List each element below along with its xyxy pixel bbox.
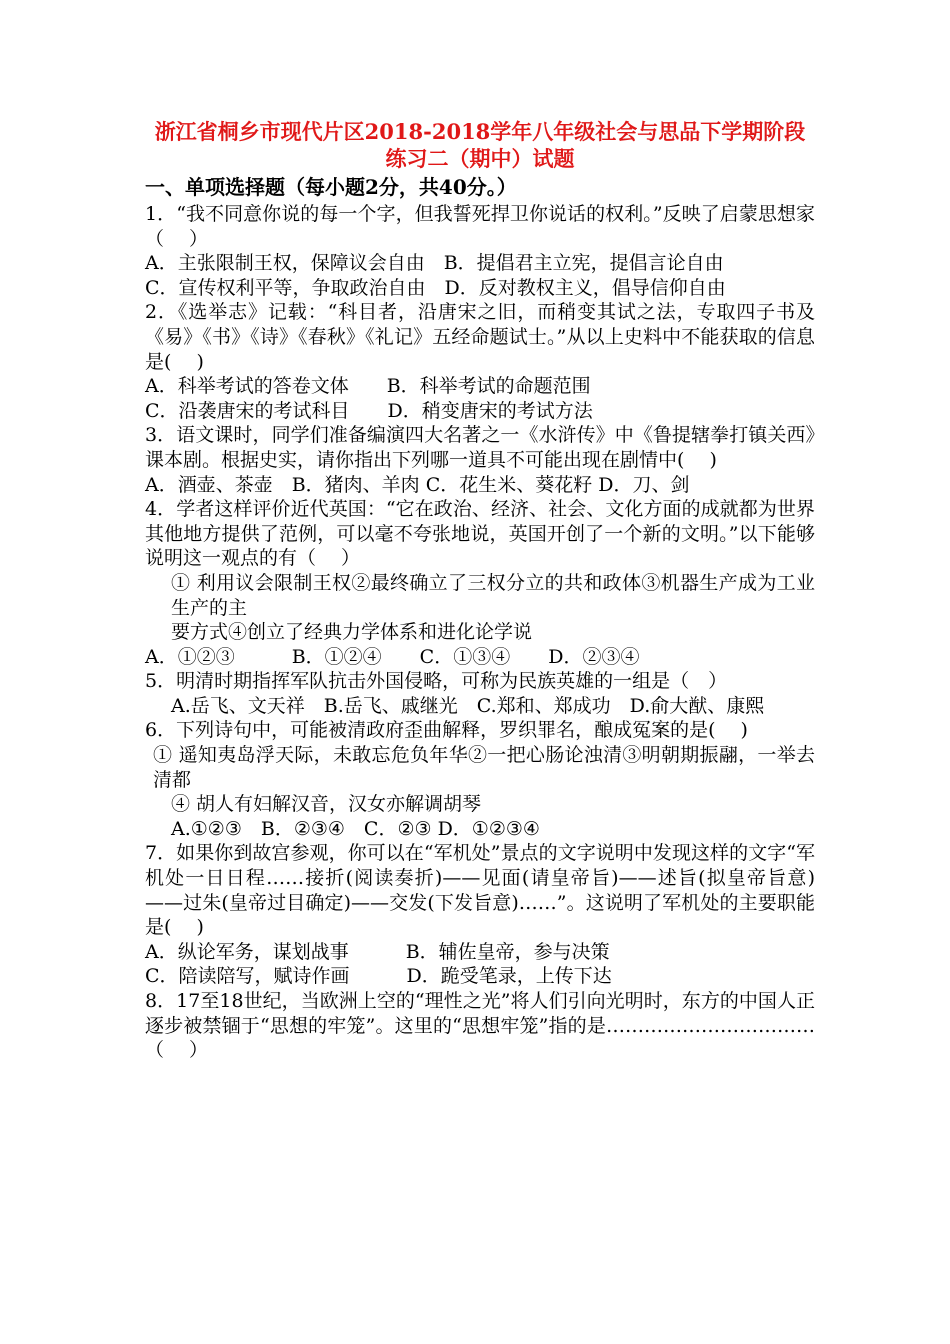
question-3-options: A．酒壶、茶壶 B．猪肉、羊肉 C．花生米、葵花籽 D．刀、剑 — [145, 473, 690, 496]
question-1-stem: 1．“我不同意你说的每一个字，但我誓死捍卫你说话的权利。”反映了启蒙思想家（ ） — [145, 203, 815, 250]
question-7-options-ab: A．纵论军务，谋划战事 B．辅佐皇帝，参与决策 — [145, 940, 610, 963]
question-8-stem: 8．17至18世纪，当欧洲上空的“理性之光”将人们引向光明时，东方的中国人正逐步被禁锢于“思想的牢笼”。这里的“思想牢笼”指的是……………………………（ ） — [145, 990, 815, 1062]
question-7-options-cd: C．陪读陪写，赋诗作画 D．跪受笔录，上传下达 — [145, 965, 612, 988]
question-1-options-cd: C．宣传权利平等，争取政治自由 D．反对教权主义，倡导信仰自由 — [145, 276, 726, 299]
section-heading: 一、单项选择题（每小题2分，共40分。） — [145, 175, 517, 199]
question-6-stem: 6．下列诗句中，可能被清政府歪曲解释，罗织罪名，酿成冤案的是( ) — [145, 719, 748, 742]
document-title: 浙江省桐乡市现代片区2018-2018学年八年级社会与思品下学期阶段练习二（期中）试题 — [154, 119, 806, 171]
question-4-statements-cont: 要方式④创立了经典力学体系和进化论学说 — [171, 621, 533, 644]
question-3-stem: 3．语文课时，同学们准备编演四大名著之一《水浒传》中《鲁提辖拳打镇关西》课本剧。根据史实，请你指出下列哪一道具不可能出现在剧情中( ) — [145, 424, 815, 471]
question-5-options: A.岳飞、文天祥 B.岳飞、戚继光 C.郑和、郑成功 D.俞大猷、康熙 — [171, 694, 765, 717]
question-2-options-ab: A．科举考试的答卷文体 B．科举考试的命题范围 — [145, 375, 591, 398]
question-1-options-ab: A．主张限制王权，保障议会自由 B．提倡君主立宪，提倡言论自由 — [145, 252, 724, 275]
question-4-options: A．①②③ B．①②④ C．①③④ D．②③④ — [145, 645, 640, 668]
question-7-stem: 7．如果你到故宫参观，你可以在“军机处”景点的文字说明中发现这样的文字“军机处一日日程……接折(阅读奏折)——见面(请皇帝旨)——述旨(拟皇帝旨意)——过朱(皇帝过目确定)——交发(下发旨意)……”。这说明了军机处的主要职能是( ) — [145, 842, 815, 939]
question-6-statement-4: ④ 胡人有妇解汉音，汉女亦解调胡琴 — [171, 793, 482, 816]
question-6-options: A.①②③ B．②③④ C．②③ D．①②③④ — [171, 817, 540, 840]
question-2-stem: 2．《选举志》记载：“科目者，沿唐宋之旧，而稍变其试之法，专取四子书及《易》《书》《诗》《春秋》《礼记》五经命题试士。”从以上史料中不能获取的信息是( ) — [145, 301, 815, 373]
question-6-statements: ① 遥知夷岛浮天际，未敢忘危负年华②一把心肠论浊清③明朝期振翮，一举去清都 — [153, 744, 815, 791]
document-page — [145, 118, 815, 1063]
question-4-stem: 4．学者这样评价近代英国：“它在政治、经济、社会、文化方面的成就都为世界其他地方提供了范例，可以毫不夸张地说，英国开创了一个新的文明。”以下能够说明这一观点的有（ ） — [145, 498, 815, 570]
question-4-statements: ① 利用议会限制王权②最终确立了三权分立的共和政体③机器生产成为工业生产的主 — [171, 571, 815, 619]
question-5-stem: 5．明清时期指挥军队抗击外国侵略，可称为民族英雄的一组是（ ） — [145, 670, 728, 693]
question-2-options-cd: C．沿袭唐宋的考试科目 D．稍变唐宋的考试方法 — [145, 399, 593, 422]
